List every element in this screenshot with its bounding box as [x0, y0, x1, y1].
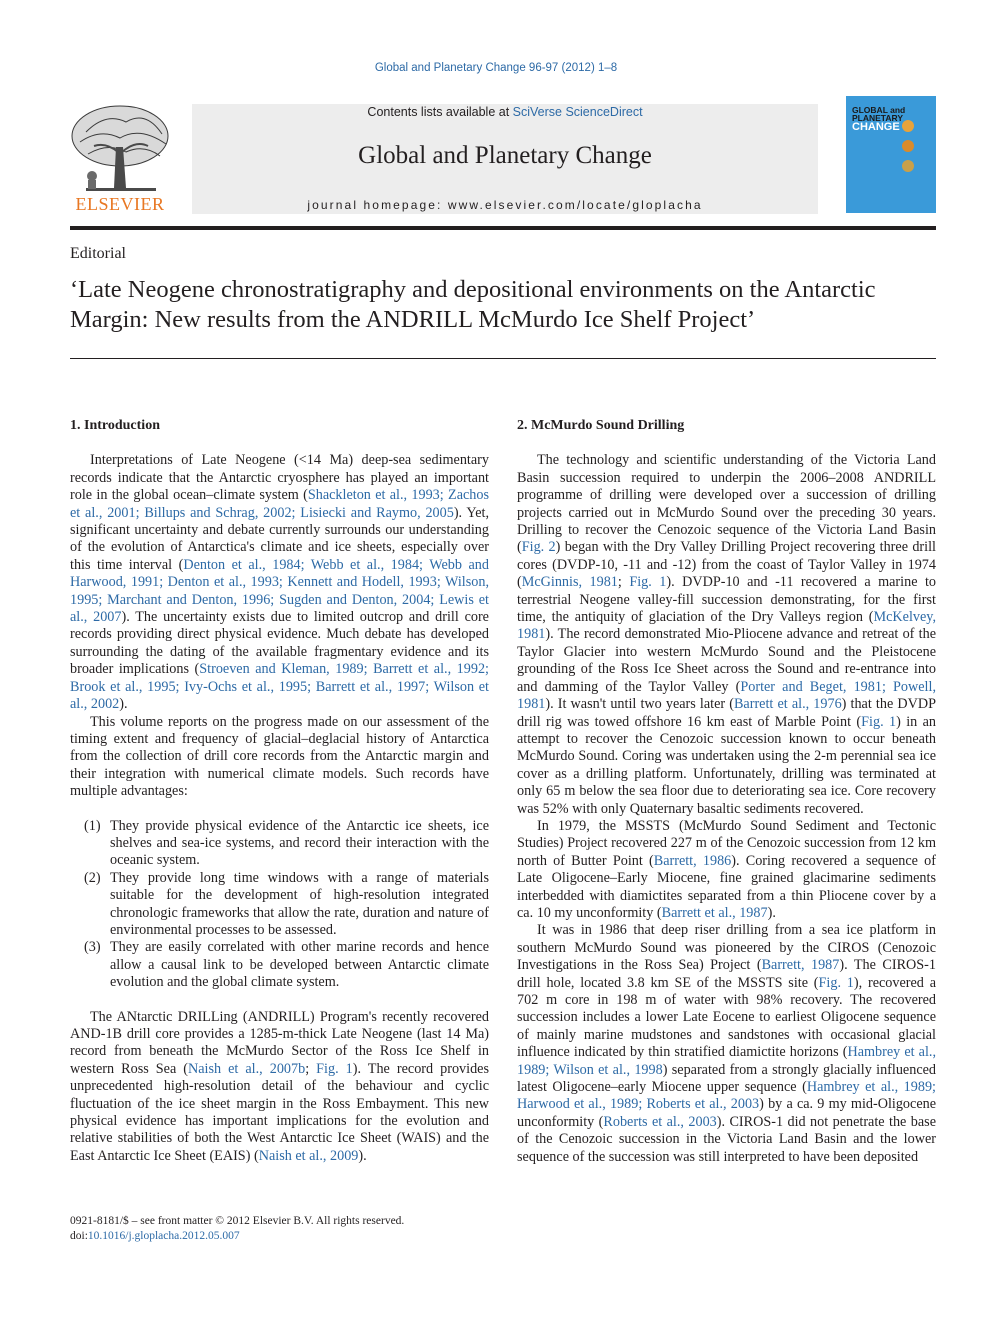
elsevier-logo[interactable] [66, 102, 174, 214]
list-number: (1) [84, 817, 101, 834]
right-column [517, 417, 936, 1166]
text-run: ). The uncertainty exists due to limited outcrop and drill core records providing direct physical evidence. Much debate has developed surrounding the dating of the available fragmentary evidence and its broader implications ( [70, 609, 489, 678]
journal-masthead [192, 104, 818, 214]
citation-link[interactable]: McGinnis, 1981 [521, 574, 618, 591]
text-run: ). The record provides unprecedented high-resolution detail of the behaviour and cyclic fluctuation of the ice sheet margin in the Ross Embayment. This new physical evidence has important implications for the evolution and relative stabilities of both the West Antarctic Ice Sheet (WAIS) and the East Antarctic Ice Sheet (EAIS) ( [70, 1060, 489, 1164]
section-heading-mcmurdo-drilling: 2. McMurdo Sound Drilling [517, 418, 685, 433]
text-run: ) by a ca. 9 my mid-Oligocene unconformity ( [517, 1096, 937, 1130]
text-run: The technology and scientific understanding of the Victoria Land Basin succession required to underpin the 2006–2008 ANDRILL programme of drilling were developed over a succession of drilling projects carried out in McMurdo Sound over the preceding 30 years. Drilling to recover the Cenozoic sequence of the Victoria Land Basin ( [517, 452, 936, 556]
list-number: (2) [84, 869, 101, 886]
journal-name: Global and Planetary Change [358, 142, 652, 169]
text-run: ; [305, 1060, 317, 1077]
text-run: ). Coring recovered a sequence of Late Oligocene–Early Miocene, fine grained glacimarine sediments interbedded with diamictites separated from a thin Pliocene cover by a ca. 10 my unconformity ( [517, 852, 936, 921]
citation-link[interactable]: Fig. 1 [629, 574, 667, 591]
citation-link[interactable]: Naish et al., 2007b [188, 1060, 306, 1077]
text-run: ). Yet, significant uncertainty and debate currently surrounds our understanding of the evolution of Antarctica's climate and ice sheets, especially over this time interval ( [70, 504, 489, 573]
journal-homepage[interactable]: journal homepage: www.elsevier.com/locate/gloplacha [307, 198, 703, 212]
paragraph [517, 922, 936, 1166]
list-text: They are easily correlated with other marine records and hence allow a causal link to be developed between Antarctic climate evolution and the global climate system. [110, 939, 489, 991]
citation-link[interactable]: Hambrey et al., 1989; Wilson et al., 1998 [517, 1044, 937, 1078]
cover-line-3: CHANGE [852, 121, 900, 133]
text-run: The ANtarctic DRILLing (ANDRILL) Program's recently recovered AND-1B drill core provides a 1285-m-thick Late Neogene (last 14 Ma) record from beneath the McMurdo Sector of the Ross Ice Shelf in western Ross Sea ( [70, 1008, 489, 1077]
doi-line [70, 1229, 404, 1244]
copyright-line: 0921-8181/$ – see front matter © 2012 Elsevier B.V. All rights reserved. [70, 1215, 405, 1227]
text-run: ), recovered a 702 m core in 198 m of water with 98% recovery. The recovered succession includes a lower Late Eocene to earliest Oligocene sequence of mainly marine mudstones and sandstones with occasional glacial influence indicated by thin stratified diamictite horizons ( [517, 974, 936, 1061]
citation-link[interactable]: Denton et al., 1984; Webb et al., 1984; Webb and Harwood, 1991; Denton et al., 1993; Kennett and Hodell, 1993; Wilson, 1995; Marchant and Denton, 1996; Sugden and Denton, 2004; Lewis et al., 2007 [70, 556, 489, 626]
journal-citation[interactable]: Global and Planetary Change 96-97 (2012) 1–8 [374, 62, 618, 74]
citation-link[interactable]: Fig. 1 [818, 974, 854, 991]
text-run: ). [119, 696, 128, 713]
list-text: They provide long time windows with a range of materials suitable for the development of high-resolution integrated chronologic frameworks that allow the rate, duration and nature of environmental processes to be assessed. [110, 869, 489, 938]
text-run: Interpretations of Late Neogene (<14 Ma) deep-sea sedimentary records indicate that the Antarctic cryosphere has played an important role in the global ocean–climate system ( [70, 452, 489, 504]
text-run: ). DVDP-10 and -11 recovered a marine to terrestrial Neogene valley-fill succession demonstrating, for the first time, the antiquity of glaciation of the Dry Valleys region ( [517, 574, 936, 626]
text-run: ; [617, 574, 630, 591]
list-item [70, 818, 489, 870]
list-item [70, 939, 489, 991]
sciencedirect-link[interactable]: SciVerse ScienceDirect [512, 105, 643, 119]
text-run: ) that the DVDP drill rig was towed offshore 16 km east of Marble Point ( [517, 696, 936, 730]
citation-link[interactable]: Barrett et al., 1987 [661, 904, 768, 921]
list-text: They provide physical evidence of the Antarctic ice sheets, ice shelves and sea-ice systems, and record their interaction with the oceanic system. [110, 817, 489, 869]
citation-link[interactable]: Fig. 2 [521, 539, 556, 556]
citation-link[interactable]: Fig. 1 [861, 713, 897, 730]
citation-link[interactable]: Fig. 1 [316, 1060, 353, 1077]
article-title: ‘Late Neogene chronostratigraphy and depositional environments on the Antarctic Margin: New results from the ANDRILL McMurdo Ice Shelf Project’ [70, 276, 876, 333]
cover-line-2: PLANETARY [852, 113, 903, 123]
advantages-list [70, 818, 489, 992]
text-run: This volume reports on the progress made on our assessment of the timing extent and frequency of glacial–deglacial history of Antarctica from the collection of drill core records from the Antarctic margin and their integration with numerical climate models. Such records have multiple advantages: [70, 713, 489, 800]
doi-prefix: doi: [70, 1229, 88, 1242]
publisher-name: ELSEVIER [75, 194, 165, 214]
title-rule [70, 358, 936, 359]
globe-icon [846, 96, 936, 213]
text-run: ) separated from a strongly glacially influenced latest Oligocene–early Miocene upper sequence ( [517, 1061, 937, 1096]
cover-line-1: GLOBAL and [852, 105, 906, 115]
citation-link[interactable]: Shackleton et al., 1993; Zachos et al., 2001; Billups and Schrag, 2002; Lisiecki and Raymo, 2005 [70, 487, 489, 521]
contents-prefix: Contents lists available at [367, 105, 513, 119]
tree-icon [66, 102, 174, 194]
citation-link[interactable]: Naish et al., 2009 [258, 1147, 359, 1164]
citation-link[interactable]: Barrett, 1987 [761, 957, 840, 974]
text-run: ) in an attempt to recover the Cenozoic succession known to occur beneath McMurdo Sound. Coring was undertaken using the 2-m perennial sea ice cover as a drilling platform. Unfortunately, drilling was terminated at only 65 m below the sea floor due to deteriorating sea ice. Core recovery was 52% with only Quaternary basaltic sediments recovered. [517, 713, 936, 817]
paragraph [70, 452, 489, 713]
text-run: ). The CIROS-1 drill hole, located 3.8 km SE of the MSSTS site ( [517, 957, 936, 991]
text-run: It was in 1986 that deep riser drilling from a sea ice platform in southern McMurdo Sound was pioneered by the CIROS (Cenozoic Investigations in the Ross Sea) Project ( [517, 922, 936, 974]
doi-link[interactable]: 10.1016/j.gloplacha.2012.05.007 [87, 1229, 240, 1242]
footer [70, 1214, 404, 1243]
citation-link[interactable]: Hambrey et al., 1989; Harwood et al., 1989; Roberts et al., 2003 [517, 1079, 936, 1113]
paragraph [517, 818, 936, 922]
text-run: ) began with the Dry Valley Drilling Project recovering three drill cores (DVDP-10, -11 and -12) from the coast of Taylor Valley in 1974 ( [517, 539, 936, 591]
paragraph [70, 1009, 489, 1166]
section-heading-introduction: 1. Introduction [70, 418, 160, 433]
left-column [70, 417, 489, 1165]
contents-line [192, 105, 818, 119]
list-item [70, 870, 489, 940]
paragraph [70, 714, 489, 801]
citation-link[interactable]: Porter and Beget, 1981; Powell, 1981 [517, 678, 936, 713]
paragraph [517, 452, 936, 818]
citation-link[interactable]: Barrett et al., 1976 [733, 696, 842, 713]
text-run: ). [767, 904, 776, 921]
citation-link[interactable]: McKelvey, 1981 [517, 609, 936, 643]
text-run: ). The record demonstrated Mio-Pliocene advance and retreat of the Taylor Glacier into western McMurdo Sound and the Pleistocene grounding of the Ross Ice Sheet across the Sound and re-entrance into and damming of the Taylor Valley ( [517, 626, 936, 695]
text-run: ). CIROS-1 did not penetrate the base of the Cenozoic succession in the Victoria Land Basin and the lower sequence of the succession was still interpreted to have been deposited [517, 1113, 936, 1165]
text-run: In 1979, the MSSTS (McMurdo Sound Sediment and Tectonic Studies) Project recovered 227 m of the Cenozoic succession from 12 km north of Butter Point ( [517, 817, 936, 869]
citation-link[interactable]: Barrett, 1986 [653, 852, 732, 869]
journal-cover-thumbnail[interactable] [846, 96, 936, 213]
list-number: (3) [84, 939, 101, 956]
text-run: ). It wasn't until two years later ( [545, 696, 734, 713]
citation-link[interactable]: Stroeven and Kleman, 1989; Barrett et al., 1992; Brook et al., 1995; Ivy-Ochs et al., 1995; Barrett et al., 1997; Wilson et al., 2002 [70, 661, 489, 713]
citation-link[interactable]: Roberts et al., 2003 [603, 1113, 717, 1130]
header-rule [70, 226, 936, 230]
article-type: Editorial [70, 245, 126, 262]
text-run: ). [358, 1147, 367, 1164]
